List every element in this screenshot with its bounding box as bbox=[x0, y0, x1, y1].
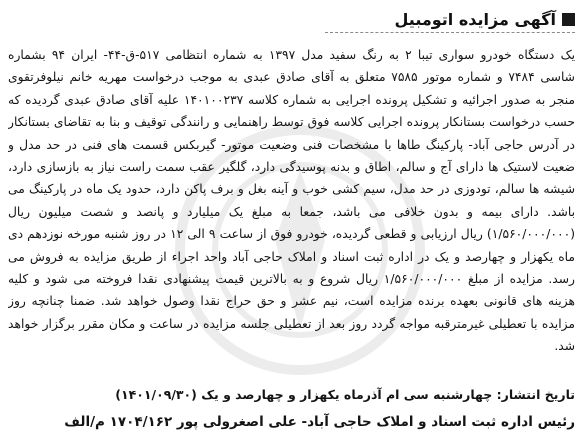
publication-date: تاریخ انتشار: چهارشنبه سی ام آذرماه یکهزار و چهارصد و یک (۱۴۰۱/۰۹/۳۰) bbox=[115, 387, 575, 402]
signature-line: رئیس اداره ثبت اسناد و املاک حاجی آباد- علی اصغرولی پور ۱۷۰۴/۱۶۲ م/الف bbox=[64, 414, 575, 430]
notice-body: یک دستگاه خودرو سواری تیبا ۲ به رنگ سفید مدل ۱۳۹۷ به شماره انتظامی ۵۱۷-ق-۴۴- ایران ۹۴ بشماره شاسی ۷۴۸۴ و شماره موتور ۷۵۸۵ متعلق به آقای صادق عبدی به موجب درخواست مهریه خانم نیلوفرتقوی منجر به صدور اجرائیه و تشکیل پرونده اجرایی به شماره کلاسه ۱۴۰۱۰۰۲۳۷ علیه آقای صادق عبدی گردیده که حسب درخواست بستانکار پرونده اجرایی کلاسه فوق توسط راهنمایی و رانندگی توقیف و بنا به تقاضای بستانکار در آدرس حاجی آباد- پارکینگ طاها با مشخصات فنی وضعیت موتور- گیربکس قسمت های فنی در حد مدل و ضعیت لاستیک ها دارای آج و سالم، اطاق و بدنه پوسیدگی دارد، گلگیر عقب سمت راست نیاز به بازسازی دارد، شیشه ها سالم، تودوزی در حد مدل، سیم کشی خوب و آینه بغل و برف پاکن دارد، حدود یک ماه در پارکینگ می باشد. دارای بیمه و بدون خلافی می باشد، جمعا به مبلغ یک میلیارد و پانصد و شصت میلیون ریال (۱/۵۶۰/۰۰۰/۰۰۰) ریال ارزیابی و قطعی گردیده، خودرو فوق از ساعت ۹ الی ۱۲ در روز شنبه مورخه نوزدهم دی ماه یکهزار و چهارصد و یک در اداره ثبت اسناد و املاک حاجی آباد واحد اجراء از طریق مزایده به فروش می رسد. مزایده از مبلغ ۱/۵۶۰/۰۰۰/۰۰۰ ریال شروع و به بالاترین قیمت پیشنهادی نقدا فروخته می شود و کلیه هزینه های قانونی بعهده برنده مزایده است، نیم عشر و حق حراج نقدا وصول خواهد شد. ضمنا چنانچه روز مزایده با تعطیلی غیرمترقبه مواجه گردد روز بعد از تعطیلی جلسه مزایده در ساعت و مکان مقرر برگزار خواهد شد. bbox=[8, 48, 575, 354]
notice-title: آگهی مزایده اتومبیل bbox=[394, 9, 556, 29]
square-bullet-icon bbox=[562, 13, 575, 26]
title-divider bbox=[325, 32, 575, 33]
notice-header bbox=[395, 6, 576, 32]
notice-footer bbox=[8, 385, 575, 433]
